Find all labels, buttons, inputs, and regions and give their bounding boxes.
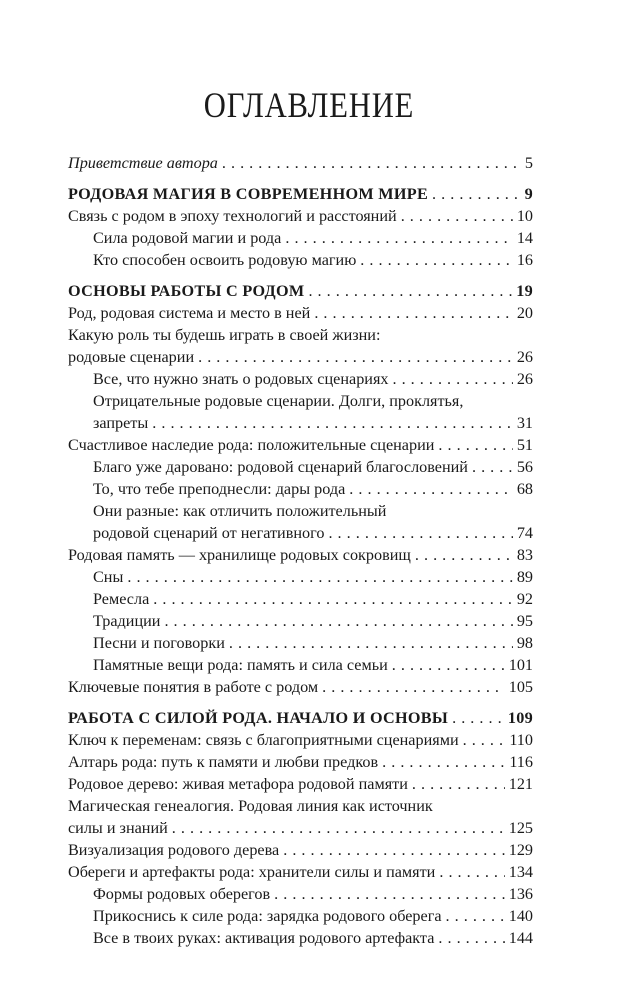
leader-dots <box>274 883 505 905</box>
toc-section[interactable] <box>68 707 533 729</box>
toc-entry[interactable] <box>68 249 533 271</box>
toc-entry-title-line: Магическая генеалогия. Родовая линия как источник <box>68 797 433 815</box>
toc-entry[interactable] <box>68 751 533 773</box>
toc-entry[interactable] <box>68 588 533 610</box>
leader-dots <box>432 183 521 205</box>
toc-page-number: 68 <box>516 480 533 498</box>
toc-entry-title: Счастливое наследие рода: положительные сценарии <box>68 436 435 454</box>
toc-page-number: 20 <box>516 304 533 322</box>
toc-section[interactable] <box>68 280 533 302</box>
leader-dots <box>439 861 504 883</box>
toc-page-number: 92 <box>516 590 533 608</box>
toc-entry[interactable] <box>68 861 533 883</box>
table-of-contents <box>68 152 533 949</box>
toc-entry-title: Сны <box>93 568 124 586</box>
leader-dots <box>322 676 505 698</box>
toc-entry[interactable] <box>68 676 533 698</box>
toc-entry-title: Род, родовая система и место в ней <box>68 304 311 322</box>
toc-entry-title: РАБОТА С СИЛОЙ РОДА. НАЧАЛО И ОСНОВЫ <box>68 709 449 727</box>
toc-entry[interactable] <box>68 390 533 434</box>
leader-dots <box>152 412 513 434</box>
leader-dots <box>229 632 513 654</box>
toc-entry[interactable] <box>68 205 533 227</box>
toc-entry-title: Ключевые понятия в работе с родом <box>68 678 319 696</box>
toc-page-number: 10 <box>516 207 533 225</box>
toc-entry-title: Ремесла <box>93 590 150 608</box>
toc-entry[interactable] <box>68 368 533 390</box>
leader-dots <box>452 707 504 729</box>
toc-page-number: 101 <box>508 656 533 674</box>
leader-dots <box>382 751 505 773</box>
toc-page-number: 9 <box>524 185 533 203</box>
toc-page-number: 16 <box>516 251 533 269</box>
toc-entry-title: Все в твоих руках: активация родового артефакта <box>93 929 435 947</box>
toc-entry-title: Сила родовой магии и рода <box>93 229 282 247</box>
toc-entry-title: ОСНОВЫ РАБОТЫ С РОДОМ <box>68 282 305 300</box>
toc-entry-title: Прикоснись к силе рода: зарядка родового оберега <box>93 907 442 925</box>
page-title: ОГЛАВЛЕНИЕ <box>203 85 415 125</box>
toc-page-number: 19 <box>516 282 533 300</box>
toc-entry[interactable] <box>68 302 533 324</box>
leader-dots <box>360 249 513 271</box>
leader-dots <box>308 280 512 302</box>
leader-dots <box>472 456 513 478</box>
toc-entry[interactable] <box>68 795 533 839</box>
leader-dots <box>127 566 512 588</box>
toc-page-number: 26 <box>516 370 533 388</box>
toc-entry[interactable] <box>68 500 533 544</box>
toc-page-number: 116 <box>509 753 533 771</box>
toc-entry-title-line: Они разные: как отличить положительный <box>93 502 387 520</box>
toc-page-number: 98 <box>516 634 533 652</box>
toc-page-number: 83 <box>516 546 533 564</box>
leader-dots <box>401 205 513 227</box>
toc-entry-title: Памятные вещи рода: память и сила семьи <box>93 656 388 674</box>
toc-page-number: 109 <box>507 709 533 727</box>
toc-entry-title: родовой сценарий от негативного <box>93 524 325 542</box>
toc-entry-title: запреты <box>93 414 149 432</box>
toc-entry[interactable] <box>68 544 533 566</box>
toc-entry-title: родовые сценарии <box>68 348 195 366</box>
toc-entry[interactable] <box>68 152 533 174</box>
toc-entry[interactable] <box>68 839 533 861</box>
toc-entry-title: силы и знаний <box>68 819 168 837</box>
toc-page-number: 95 <box>516 612 533 630</box>
leader-dots <box>164 610 512 632</box>
toc-page-number: 125 <box>508 819 533 837</box>
toc-entry[interactable] <box>68 773 533 795</box>
toc-entry-title: То, что тебе преподнесли: дары рода <box>93 480 346 498</box>
leader-dots <box>285 227 512 249</box>
toc-entry[interactable] <box>68 324 533 368</box>
toc-page-number: 134 <box>508 863 533 881</box>
toc-entry[interactable] <box>68 478 533 500</box>
toc-page-number: 74 <box>516 524 533 542</box>
toc-entry-title: Визуализация родового дерева <box>68 841 280 859</box>
toc-page-number: 144 <box>508 929 533 947</box>
toc-page-number: 14 <box>516 229 533 247</box>
leader-dots <box>438 927 504 949</box>
toc-entry-title: Родовая память — хранилище родовых сокровищ <box>68 546 411 564</box>
toc-entry-title: Благо уже даровано: родовой сценарий благословений <box>93 458 468 476</box>
leader-dots <box>349 478 513 500</box>
toc-entry-title: Алтарь рода: путь к памяти и любви предков <box>68 753 379 771</box>
toc-page-number: 140 <box>508 907 533 925</box>
leader-dots <box>314 302 513 324</box>
leader-dots <box>392 368 512 390</box>
toc-page-number: 5 <box>524 154 533 172</box>
toc-entry-title: Приветствие автора <box>68 154 218 172</box>
toc-page-number: 105 <box>508 678 533 696</box>
toc-entry[interactable] <box>68 610 533 632</box>
leader-dots <box>153 588 513 610</box>
leader-dots <box>438 434 512 456</box>
toc-entry-title: РОДОВАЯ МАГИЯ В СОВРЕМЕННОМ МИРЕ <box>68 185 429 203</box>
toc-entry-title: Все, что нужно знать о родовых сценариях <box>93 370 389 388</box>
leader-dots <box>328 522 512 544</box>
toc-entry-title: Песни и поговорки <box>93 634 225 652</box>
leader-dots <box>198 346 513 368</box>
toc-entry-title-line: Отрицательные родовые сценарии. Долги, проклятья, <box>93 392 464 410</box>
toc-section[interactable] <box>68 183 533 205</box>
leader-dots <box>392 654 505 676</box>
toc-entry[interactable] <box>68 566 533 588</box>
toc-entry[interactable] <box>68 434 533 456</box>
toc-page-number: 26 <box>516 348 533 366</box>
toc-entry-title-line: Какую роль ты будешь играть в своей жизни: <box>68 326 381 344</box>
leader-dots <box>446 905 505 927</box>
toc-page-number: 136 <box>508 885 533 903</box>
toc-entry-title: Обереги и артефакты рода: хранители силы и памяти <box>68 863 436 881</box>
toc-entry[interactable] <box>68 632 533 654</box>
leader-dots <box>415 544 513 566</box>
toc-entry-title: Кто способен освоить родовую магию <box>93 251 357 269</box>
leader-dots <box>222 152 521 174</box>
toc-entry[interactable] <box>68 456 533 478</box>
toc-entry[interactable] <box>68 927 533 949</box>
toc-entry[interactable] <box>68 905 533 927</box>
toc-entry[interactable] <box>68 883 533 905</box>
toc-entry-title: Родовое дерево: живая метафора родовой памяти <box>68 775 408 793</box>
toc-entry-title: Связь с родом в эпоху технологий и расстояний <box>68 207 397 225</box>
toc-page-number: 51 <box>516 436 533 454</box>
toc-page-number: 129 <box>508 841 533 859</box>
toc-page-number: 56 <box>516 458 533 476</box>
toc-page-number: 31 <box>516 414 533 432</box>
toc-page-number: 89 <box>516 568 533 586</box>
toc-entry[interactable] <box>68 729 533 751</box>
toc-entry[interactable] <box>68 654 533 676</box>
toc-page-number: 121 <box>508 775 533 793</box>
toc-entry-title: Формы родовых оберегов <box>93 885 271 903</box>
leader-dots <box>172 817 505 839</box>
leader-dots <box>412 773 505 795</box>
toc-entry[interactable] <box>68 227 533 249</box>
toc-entry-title: Ключ к переменам: связь с благоприятными сценариями <box>68 731 459 749</box>
toc-entry-title: Традиции <box>93 612 161 630</box>
toc-page-number: 110 <box>509 731 533 749</box>
leader-dots <box>463 729 506 751</box>
leader-dots <box>283 839 504 861</box>
